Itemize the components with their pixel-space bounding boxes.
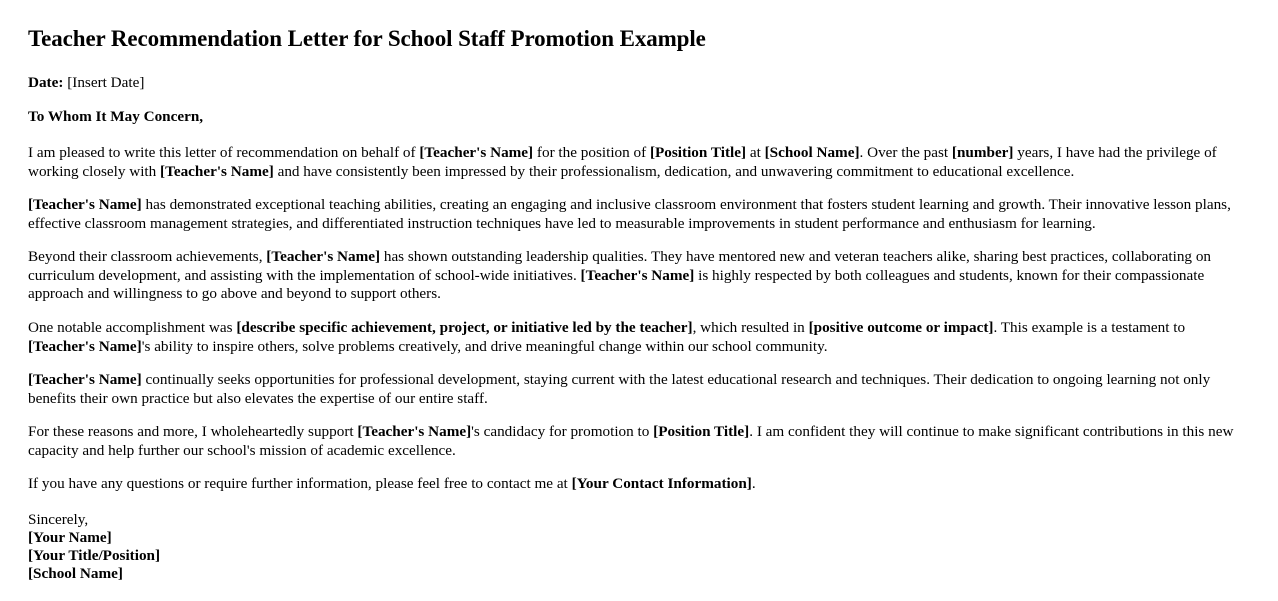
placeholder-token: [Your Contact Information] (571, 475, 752, 493)
paragraph-text: . I am confident they will continue to make significant contributions in this new capacity and help further our school's mission of academic excellence. (28, 423, 1234, 459)
placeholder-token: [Teacher's Name] (419, 144, 534, 162)
date-value: [Insert Date] (67, 74, 145, 91)
paragraph-intro (28, 144, 1242, 181)
placeholder-token: [Teacher's Name] (266, 248, 381, 266)
page-title: Teacher Recommendation Letter for School Staff Promotion Example (28, 26, 706, 51)
closing-school: [School Name] (28, 565, 123, 583)
paragraph-text: , which resulted in (692, 318, 809, 336)
placeholder-token: [School Name] (764, 144, 860, 162)
paragraph-contact (28, 475, 1242, 494)
placeholder-token: [Teacher's Name] (580, 266, 695, 284)
placeholder-token: [Teacher's Name] (28, 371, 142, 389)
paragraph-text: is highly respected by both colleagues and students, known for their compassionate approach and willingness to go above and beyond to support others. (28, 266, 1205, 303)
paragraph-text: and have consistently been impressed by their professionalism, dedication, and unwavering commitment to educational excellence. (273, 162, 1075, 180)
paragraph-professional-development (28, 371, 1242, 408)
paragraph-text: has demonstrated exceptional teaching abilities, creating an engaging and inclusive classroom environment that fosters student learning and growth. Their innovative lesson plans, effective classroom management strategies, and differentiated instruction techniques have led to measurable improvements in student performance and enthusiasm for learning. (28, 196, 1231, 232)
paragraph-endorsement (28, 423, 1242, 460)
paragraph-text: has shown outstanding leadership qualities. They have mentored new and veteran teachers alike, sharing best practices, collaborating on curriculum development, and assisting with the implementation of school-wide initiatives. (28, 248, 1212, 284)
paragraph-text: at (746, 144, 765, 162)
paragraph-text: . This example is a testament to (993, 318, 1186, 336)
closing-block (28, 511, 1242, 583)
closing-title: [Your Title/Position] (28, 546, 161, 564)
paragraph-text: continually seeks opportunities for professional development, staying current with the latest educational research and techniques. Their dedication to ongoing learning not only benefits their own practice but also elevates the expertise of our entire staff. (28, 371, 1211, 407)
placeholder-token: [Teacher's Name] (160, 162, 274, 180)
closing-sincerely: Sincerely, (28, 510, 89, 528)
paragraph-accomplishment (28, 319, 1242, 356)
paragraph-text: years, I have had the privilege of working closely with (28, 144, 1217, 180)
paragraph-teaching-abilities (28, 196, 1242, 233)
placeholder-token: [Teacher's Name] (357, 423, 472, 441)
date-label: Date: (28, 74, 64, 91)
paragraph-text: One notable accomplishment was (28, 318, 237, 336)
salutation: To Whom It May Concern, (28, 108, 204, 126)
placeholder-token: [Teacher's Name] (28, 196, 142, 214)
paragraph-text: Beyond their classroom achievements, (28, 248, 267, 266)
paragraph-text: 's ability to inspire others, solve problems creatively, and drive meaningful change within our school community. (141, 337, 828, 355)
paragraph-text: . Over the past (859, 144, 952, 162)
date-line (28, 74, 1242, 92)
placeholder-token: [Teacher's Name] (28, 337, 142, 355)
paragraph-leadership (28, 248, 1242, 304)
placeholder-token: [positive outcome or impact] (808, 318, 994, 336)
paragraph-text: I am pleased to write this letter of recommendation on behalf of (28, 144, 420, 162)
placeholder-token: [number] (951, 144, 1014, 162)
paragraph-text: for the position of (533, 144, 650, 162)
paragraph-text: . (751, 475, 756, 493)
placeholder-token: [describe specific achievement, project, or initiative led by the teacher] (236, 318, 693, 336)
closing-name: [Your Name] (28, 528, 112, 546)
placeholder-token: [Position Title] (649, 144, 747, 162)
paragraph-text: 's candidacy for promotion to (471, 423, 654, 441)
paragraph-text: If you have any questions or require further information, please feel free to contact me at (28, 475, 572, 493)
paragraph-text: For these reasons and more, I wholeheartedly support (28, 423, 358, 441)
placeholder-token: [Position Title] (653, 423, 750, 441)
letter-body (28, 144, 1242, 494)
